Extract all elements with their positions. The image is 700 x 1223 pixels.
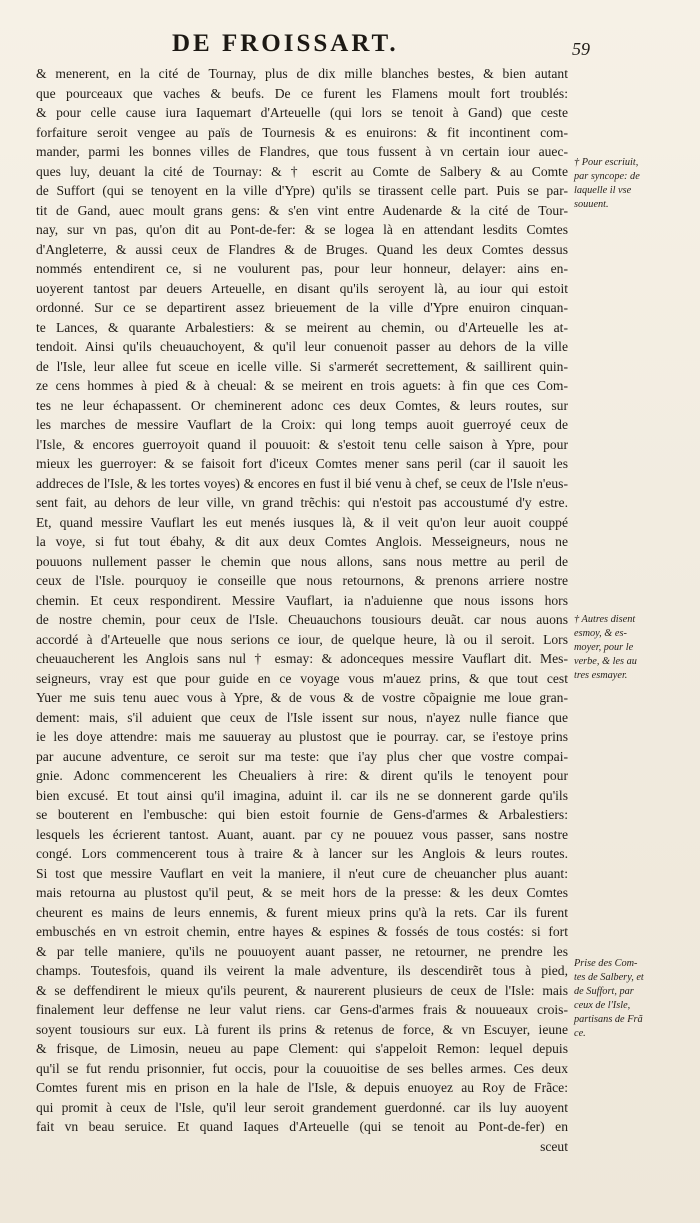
- margin-note-line: partisans de Frã: [574, 1014, 643, 1025]
- margin-note-line: tes de Salbery, et: [574, 972, 644, 983]
- text-line: Yuer me suis tenu auec vous à Ypre, & de vous & de vostre cõpaignie me loue gran-: [36, 690, 568, 705]
- text-line: ceux de l'Isle. pourquoy ie conseille que nous retournons, & prenons arriere nostre: [36, 573, 568, 588]
- margin-note-prise: [574, 957, 692, 1041]
- text-line: finalement leur deffense ne leur valut riens. car Gens-d'armes frais & nouueaux crois-: [36, 1002, 568, 1017]
- text-line: bien excusé. Et tout ainsi qu'il imagina, aduint il. car ils ne se donnerent garde qu'ils: [36, 787, 568, 803]
- margin-note-line: ce.: [574, 1028, 586, 1039]
- text-line: tit de Gand, auec moult grans gens: & s'en vint entre Audenarde & la cité de Tour-: [36, 202, 568, 218]
- text-line: nay, sur vn pas, qu'on dit au Pont-de-fer: & se logea là en attendant lesdits Comtes: [36, 222, 568, 237]
- margin-note-line: laquelle il vse: [574, 185, 632, 196]
- text-line: que pourceaux que vaches & beufs. De ce furent les Flamens moult fort troublés:: [36, 85, 568, 101]
- text-line: champs. Toutesfois, quand ils veirent la male adventure, ils descendirẽt tous à pied,: [36, 963, 568, 978]
- text-line: forfaiture seroit vengee au païs de Tournesis & es enuirons: & fit incontinent com-: [36, 124, 568, 140]
- margin-note-line: tres esmayer.: [574, 670, 628, 681]
- margin-note-line: † Pour escriuit,: [574, 157, 639, 168]
- margin-note-line: moyer, pour le: [574, 642, 634, 653]
- text-line: lesquels les écrierent tantost. Auant, auant. par cy ne pouuez vous passer, sans nostre: [36, 826, 568, 842]
- text-line: ques luy, deuant la cité de Tournay: & † escrit au Comte de Salbery & au Comte: [36, 163, 568, 179]
- margin-note-escriuit: [574, 156, 692, 212]
- text-line: Si tost que messire Vauflart en veit la maniere, il n'eut cure de cheuancher plus auant:: [36, 865, 568, 881]
- text-line: cheurent es mains de leurs ennemis, & furent mieux prins qu'à la rets. Car ils furent: [36, 904, 568, 920]
- text-line: ze cens hommes à pied & à cheual: & se meirent en trois aguets: à fin que ces Com-: [36, 378, 568, 393]
- text-line: addreces de l'Isle, & les tortes voyes) & encores en fust il bié venu à chef, se ceux de l'Isle n'eus-: [36, 475, 568, 491]
- running-title: DE FROISSART.: [172, 30, 399, 57]
- text-line: de l'Isle, leur allee fut sceue en icelle ville. Si s'armerét secrettement, & saillirent quin-: [36, 358, 568, 374]
- margin-note-line: verbe, & les au: [574, 656, 637, 667]
- main-text-block: [36, 64, 568, 1156]
- margin-note-line: ceux de l'Isle,: [574, 1000, 631, 1011]
- text-line: tes ne leur échapassent. Or cheminerent adonc ces deux Comtes, & leurs routes, sur: [36, 397, 568, 413]
- text-line: pouuons nullement passer le chemin que nous allons, sans nous mettre au peril de: [36, 553, 568, 569]
- margin-note-line: souuent.: [574, 199, 609, 210]
- text-line: se bouterent en l'embusche: qui bien estoit fournie de Gens-d'armes & Arbalestiers:: [36, 807, 568, 822]
- text-line: te Lances, & quarante Arbalestiers: & se meirent au chemin, ou d'Arteuelle les at-: [36, 319, 568, 335]
- text-line: Et, quand messire Vauflart les eut menés iusques là, & il veit qu'on leur auoit couppé: [36, 514, 568, 530]
- text-line: & pour celle cause iura Iaquemart d'Arteuelle (qui lors se tenoit à Gand) que ceste: [36, 105, 568, 120]
- text-line: cheuaucherent les Anglois sans nul † esmay: & adonceques messire Vauflart dit. Mes-: [36, 651, 568, 666]
- text-line: soyent tousiours sur eux. Là furent ils prins & retenus de force, & vn Escuyer, ieune: [36, 1021, 568, 1037]
- text-line: les marches de messire Vauflart de la Croix: qui long temps auoit guerroyé ceux de: [36, 417, 568, 432]
- text-line: par aucune adventure, ce seroit sur ma teste: que i'ay plus cher que vostre compai-: [36, 748, 568, 764]
- text-line: qui promit à ceux de l'Isle, qu'il leur seroit grandement guerdonné. car ils luy auoyent: [36, 1099, 568, 1115]
- text-line: uoyerent tantost par deuers Arteuelle, en disant qu'ils seroyent là, au iour qui estoit: [36, 280, 568, 296]
- text-line: & menerent, en la cité de Tournay, plus de dix mille blanches bestes, & bien autant: [36, 66, 568, 81]
- margin-note-line: esmoy, & es-: [574, 628, 627, 639]
- margin-note-esmay: [574, 613, 692, 683]
- margin-note-line: † Autres disent: [574, 614, 636, 625]
- text-line: & se deffendirent le mieux qu'ils peurent, & naurerent plusieurs de ceux de l'Isle: mais: [36, 982, 568, 998]
- text-line: mieux les guerroyer: & se faisoit fort d'iceux Comtes mener sans peril (car il sauoit les: [36, 456, 568, 471]
- text-line: dement: mais, s'il aduient que ceux de l'Isle issent sur nous, n'ayez nulle fiance que: [36, 709, 568, 725]
- text-line: chemin. Et ceux respondirent. Messire Vauflart, ia n'aduienne que nous issons hors: [36, 592, 568, 608]
- text-line: mander, parmi les bonnes villes de Flandres, que tous fussent à vn certain iour auec-: [36, 144, 568, 159]
- text-line: & frisque, de Limosin, neueu au pape Clement: qui s'appeloit Remon: lequel depuis: [36, 1041, 568, 1056]
- text-line: accordé à d'Arteuelle que nous serions ce iour, de quelque heure, là ou il seroit. Lors: [36, 631, 568, 647]
- text-line: nommés entendirent ce, si ne voulurent pas, pour leur honneur, delayer: ains en-: [36, 261, 568, 276]
- text-line: & par telle maniere, qu'ils ne pouuoyent auant passer, ne retourner, ne prendre les: [36, 943, 568, 959]
- text-line: congé. Lors commencerent tous à traire & à lancer sur les Anglois & leurs routes.: [36, 846, 568, 861]
- text-line: Comtes furent mis en prison en la hale de l'Isle, & depuis enuoyez au Roy de Frãce:: [36, 1080, 568, 1095]
- text-line: de Suffort (qui se tenoyent en la ville d'Ypre) qu'ils se tirassent celle part. Puis se par-: [36, 183, 568, 198]
- text-line: gnie. Adonc commencerent les Cheualiers à rire: & dirent qu'ils le tenoyent pour: [36, 768, 568, 783]
- text-line: d'Angleterre, & aussi ceux de Flandres & de Bruges. Quand les deux Comtes dessus: [36, 241, 568, 257]
- page-number: 59: [572, 39, 590, 59]
- text-line: tendoit. Ainsi qu'ils cheuauchoyent, & qu'il leur conuenoit passer au dehors de la ville: [36, 339, 568, 354]
- text-line: embuschés en vn estroit chemin, entre hayes & espines & fossés de tous costés: si fort: [36, 924, 568, 939]
- text-line: mais retourna au plustost qu'il peut, & se meit hors de la presse: & les deux Comtes: [36, 885, 568, 900]
- text-line: l'Isle, & encores guerroyoit quand il pouuoit: & s'estoit tenu celle saison à Ypre, pour: [36, 436, 568, 452]
- margin-note-line: par syncope: de: [574, 171, 640, 182]
- text-line: ie les doye attendre: mais me sauueray au plustost que ie pourray. car, se i'estoye prins: [36, 729, 568, 744]
- text-line: qu'il se fut rendu prisonnier, fut occis, pour la couuoitise de ses belles armes. Ces deux: [36, 1060, 568, 1076]
- text-line: seigneurs, vray est que pour guide en ce voyage vous m'auez prins, & que tout cest: [36, 670, 568, 686]
- text-line: de nostre chemin, pour ceux de l'Isle. Cheuauchons tousiours deuãt. car nous auons: [36, 612, 568, 627]
- text-line: fait vn beau seruice. Et quand Iaques d'Arteuelle (qui se tenoit au Pont-de-fer) en: [36, 1119, 568, 1134]
- margin-note-line: Prise des Com-: [574, 958, 638, 969]
- text-line: la voye, si fut tout ébahy, & dit aux deux Comtes Anglois. Messeigneurs, nous ne: [36, 534, 568, 549]
- text-line: sceut: [540, 1138, 568, 1154]
- margin-note-line: de Suffort, par: [574, 986, 634, 997]
- text-line: sent fait, au dehors de leur ville, vn grand trẽchis: qui n'estoit pas accoustumé d'y estre.: [36, 495, 568, 510]
- text-line: ordonné. Sur ce se departirent assez brieuement de la ville d'Ypre enuiron cinquan-: [36, 300, 568, 315]
